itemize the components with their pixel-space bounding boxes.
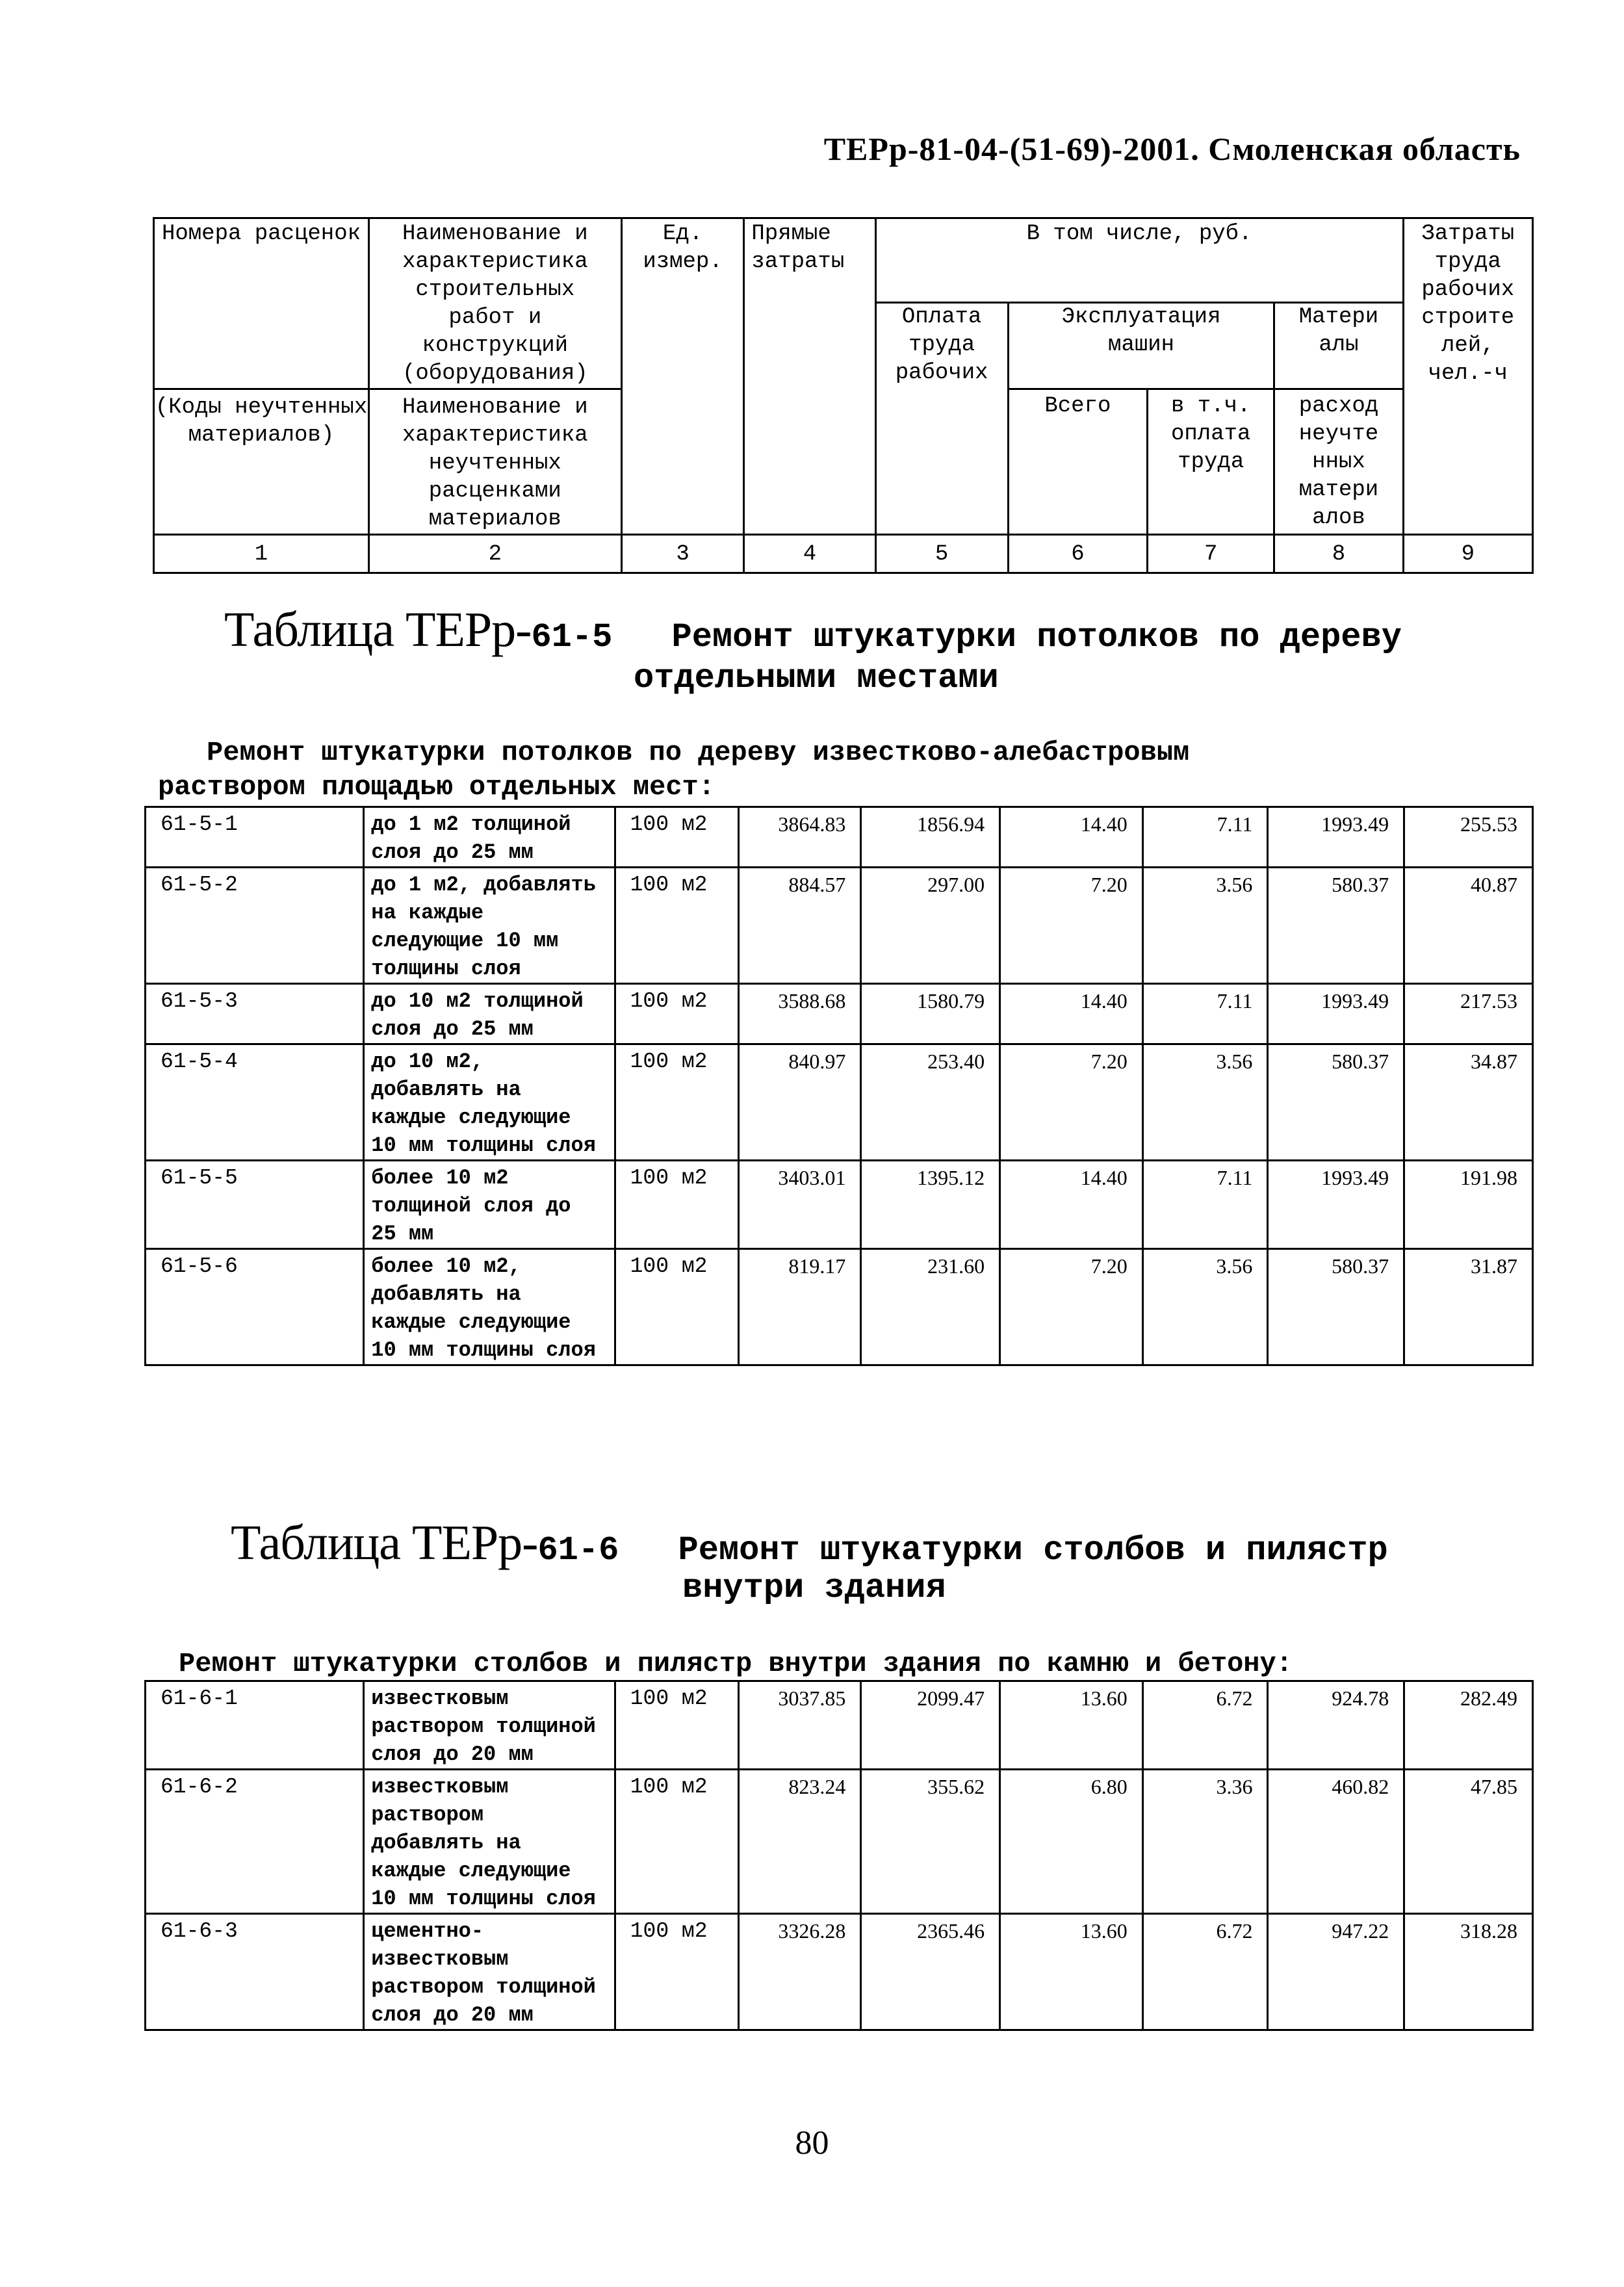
work-name-cell: до 10 м2, добавлять на каждые следующие 10 мм толщины слоя — [364, 1044, 615, 1161]
col-number: 8 — [1274, 535, 1403, 573]
col-number: 1 — [154, 535, 369, 573]
column-header-table — [153, 217, 1534, 574]
col-number: 7 — [1148, 535, 1274, 573]
header-col1-top: Номера расценок — [154, 218, 369, 303]
work-name-cell: известковым раствором толщиной слоя до 20 мм — [364, 1681, 615, 1770]
labor-pay-cell: 1395.12 — [861, 1161, 1000, 1249]
machine-labor-pay-cell: 3.56 — [1142, 1044, 1268, 1161]
unit-cell: 100 м2 — [615, 1681, 738, 1770]
table-row — [146, 1249, 1533, 1365]
labor-pay-cell: 355.62 — [861, 1770, 1000, 1914]
work-name-cell: до 1 м2, добавлять на каждые следующие 10 мм толщины слоя — [364, 868, 615, 984]
header-col1-bottom: (Коды неучтенных материалов) — [154, 389, 369, 535]
table-row — [146, 1161, 1533, 1249]
machines-total-cell: 6.80 — [1000, 1770, 1143, 1914]
direct-costs-cell: 3403.01 — [738, 1161, 861, 1249]
machine-labor-pay-cell: 3.56 — [1142, 868, 1268, 984]
direct-costs-cell: 819.17 — [738, 1249, 861, 1365]
table-61-5-title-line2: отдельными местами — [634, 659, 999, 697]
table-61-5-title — [224, 602, 1402, 660]
labor-hours-cell: 34.87 — [1404, 1044, 1533, 1161]
rate-code-cell: 61-5-3 — [146, 984, 364, 1044]
table-label: Таблица ТЕРр- — [224, 602, 532, 657]
direct-costs-cell: 3864.83 — [738, 807, 861, 868]
rate-code-cell: 61-6-3 — [146, 1914, 364, 2030]
unit-cell: 100 м2 — [615, 807, 738, 868]
table-61-6-title-line2: внутри здания — [682, 1569, 946, 1607]
table-61-6 — [144, 1680, 1534, 2031]
col-number: 2 — [369, 535, 622, 573]
materials-cost-cell: 924.78 — [1268, 1681, 1404, 1770]
machines-total-cell: 7.20 — [1000, 1249, 1143, 1365]
machine-labor-pay-cell: 6.72 — [1142, 1914, 1268, 2030]
table-61-5-subtitle-line1: Ремонт штукатурки потолков по дереву известково-алебастровым — [207, 737, 1190, 768]
table-row — [146, 1044, 1533, 1161]
machine-labor-pay-cell: 7.11 — [1142, 807, 1268, 868]
labor-hours-cell: 191.98 — [1404, 1161, 1533, 1249]
labor-hours-cell: 40.87 — [1404, 868, 1533, 984]
machine-labor-pay-cell: 3.36 — [1142, 1770, 1268, 1914]
header-col8-bottom: расход неучте нных матери алов — [1274, 389, 1403, 535]
table-row — [146, 1914, 1533, 2030]
header-col2-bottom: Наименование и характеристика неучтенных расценками материалов — [369, 389, 622, 535]
header-col8-top: Матери алы — [1274, 303, 1403, 389]
running-head: ТЕРр-81-04-(51-69)-2001. Смоленская область — [823, 131, 1521, 167]
labor-pay-cell: 231.60 — [861, 1249, 1000, 1365]
table-row — [146, 984, 1533, 1044]
machines-total-cell: 7.20 — [1000, 1044, 1143, 1161]
rate-code-cell: 61-5-6 — [146, 1249, 364, 1365]
materials-cost-cell: 460.82 — [1268, 1770, 1404, 1914]
labor-pay-cell: 1856.94 — [861, 807, 1000, 868]
header-col6: Всего — [1008, 389, 1147, 535]
rate-code-cell: 61-5-1 — [146, 807, 364, 868]
unit-cell: 100 м2 — [615, 1044, 738, 1161]
direct-costs-cell: 823.24 — [738, 1770, 861, 1914]
table-61-5 — [144, 806, 1534, 1366]
col-number: 4 — [744, 535, 875, 573]
work-name-cell: более 10 м2, добавлять на каждые следующие 10 мм толщины слоя — [364, 1249, 615, 1365]
table-61-5-subtitle-line2: раствором площадью отдельных мест: — [158, 771, 715, 803]
labor-pay-cell: 1580.79 — [861, 984, 1000, 1044]
machines-total-cell: 14.40 — [1000, 984, 1143, 1044]
materials-cost-cell: 947.22 — [1268, 1914, 1404, 2030]
direct-costs-cell: 3326.28 — [738, 1914, 861, 2030]
unit-cell: 100 м2 — [615, 1161, 738, 1249]
labor-hours-cell: 255.53 — [1404, 807, 1533, 868]
direct-costs-cell: 840.97 — [738, 1044, 861, 1161]
header-col7: в т.ч. оплата труда — [1148, 389, 1274, 535]
labor-hours-cell: 282.49 — [1404, 1681, 1533, 1770]
table-code: 61-6 — [537, 1531, 619, 1570]
machines-total-cell: 14.40 — [1000, 1161, 1143, 1249]
materials-cost-cell: 580.37 — [1268, 868, 1404, 984]
materials-cost-cell: 1993.49 — [1268, 1161, 1404, 1249]
work-name-cell: до 10 м2 толщиной слоя до 25 мм — [364, 984, 615, 1044]
machine-labor-pay-cell: 6.72 — [1142, 1681, 1268, 1770]
materials-cost-cell: 580.37 — [1268, 1044, 1404, 1161]
header-col9: Затраты труда рабочих строите лей, чел.-ч — [1403, 218, 1532, 535]
table-code: 61-5 — [531, 618, 613, 656]
direct-costs-cell: 3588.68 — [738, 984, 861, 1044]
work-name-cell: до 1 м2 толщиной слоя до 25 мм — [364, 807, 615, 868]
table-61-6-subtitle: Ремонт штукатурки столбов и пилястр внутри здания по камню и бетону: — [179, 1648, 1293, 1679]
table-row — [146, 868, 1533, 984]
work-name-cell: цементно-известковым раствором толщиной слоя до 20 мм — [364, 1914, 615, 2030]
col-number: 3 — [621, 535, 744, 573]
direct-costs-cell: 884.57 — [738, 868, 861, 984]
unit-cell: 100 м2 — [615, 1770, 738, 1914]
table-row — [146, 1681, 1533, 1770]
machines-total-cell: 7.20 — [1000, 868, 1143, 984]
rate-code-cell: 61-5-4 — [146, 1044, 364, 1161]
machines-total-cell: 14.40 — [1000, 807, 1143, 868]
work-name-cell: более 10 м2 толщиной слоя до 25 мм — [364, 1161, 615, 1249]
labor-pay-cell: 297.00 — [861, 868, 1000, 984]
header-exploitation: Эксплуатация машин — [1008, 303, 1274, 389]
table-title-line1: Ремонт штукатурки столбов и пилястр — [678, 1531, 1388, 1570]
table-row — [146, 1770, 1533, 1914]
unit-cell: 100 м2 — [615, 984, 738, 1044]
labor-pay-cell: 2099.47 — [861, 1681, 1000, 1770]
unit-cell: 100 м2 — [615, 868, 738, 984]
rate-code-cell: 61-5-2 — [146, 868, 364, 984]
header-col5: Оплата труда рабочих — [875, 303, 1008, 535]
work-name-cell: известковым раствором добавлять на каждые следующие 10 мм толщины слоя — [364, 1770, 615, 1914]
col-number: 9 — [1403, 535, 1532, 573]
table-row — [146, 807, 1533, 868]
header-col3: Ед. измер. — [621, 218, 744, 535]
page-number: 80 — [795, 2125, 829, 2162]
table-title-line1: Ремонт штукатурки потолков по дереву — [671, 618, 1402, 656]
labor-pay-cell: 2365.46 — [861, 1914, 1000, 2030]
machine-labor-pay-cell: 3.56 — [1142, 1249, 1268, 1365]
labor-hours-cell: 217.53 — [1404, 984, 1533, 1044]
unit-cell: 100 м2 — [615, 1249, 738, 1365]
materials-cost-cell: 1993.49 — [1268, 984, 1404, 1044]
machine-labor-pay-cell: 7.11 — [1142, 1161, 1268, 1249]
labor-hours-cell: 318.28 — [1404, 1914, 1533, 2030]
materials-cost-cell: 580.37 — [1268, 1249, 1404, 1365]
machines-total-cell: 13.60 — [1000, 1681, 1143, 1770]
labor-hours-cell: 47.85 — [1404, 1770, 1533, 1914]
machine-labor-pay-cell: 7.11 — [1142, 984, 1268, 1044]
col-number: 5 — [875, 535, 1008, 573]
header-group: В том числе, руб. — [875, 218, 1403, 303]
machines-total-cell: 13.60 — [1000, 1914, 1143, 2030]
table-61-6-title — [231, 1516, 1388, 1573]
unit-cell: 100 м2 — [615, 1914, 738, 2030]
col-number: 6 — [1008, 535, 1147, 573]
labor-pay-cell: 253.40 — [861, 1044, 1000, 1161]
labor-hours-cell: 31.87 — [1404, 1249, 1533, 1365]
header-col4: Прямые затраты — [744, 218, 875, 535]
rate-code-cell: 61-5-5 — [146, 1161, 364, 1249]
materials-cost-cell: 1993.49 — [1268, 807, 1404, 868]
header-col2-top: Наименование и характеристика строительных работ и конструкций (оборудования) — [369, 218, 622, 389]
table-label: Таблица ТЕРр- — [231, 1516, 538, 1570]
rate-code-cell: 61-6-2 — [146, 1770, 364, 1914]
rate-code-cell: 61-6-1 — [146, 1681, 364, 1770]
direct-costs-cell: 3037.85 — [738, 1681, 861, 1770]
